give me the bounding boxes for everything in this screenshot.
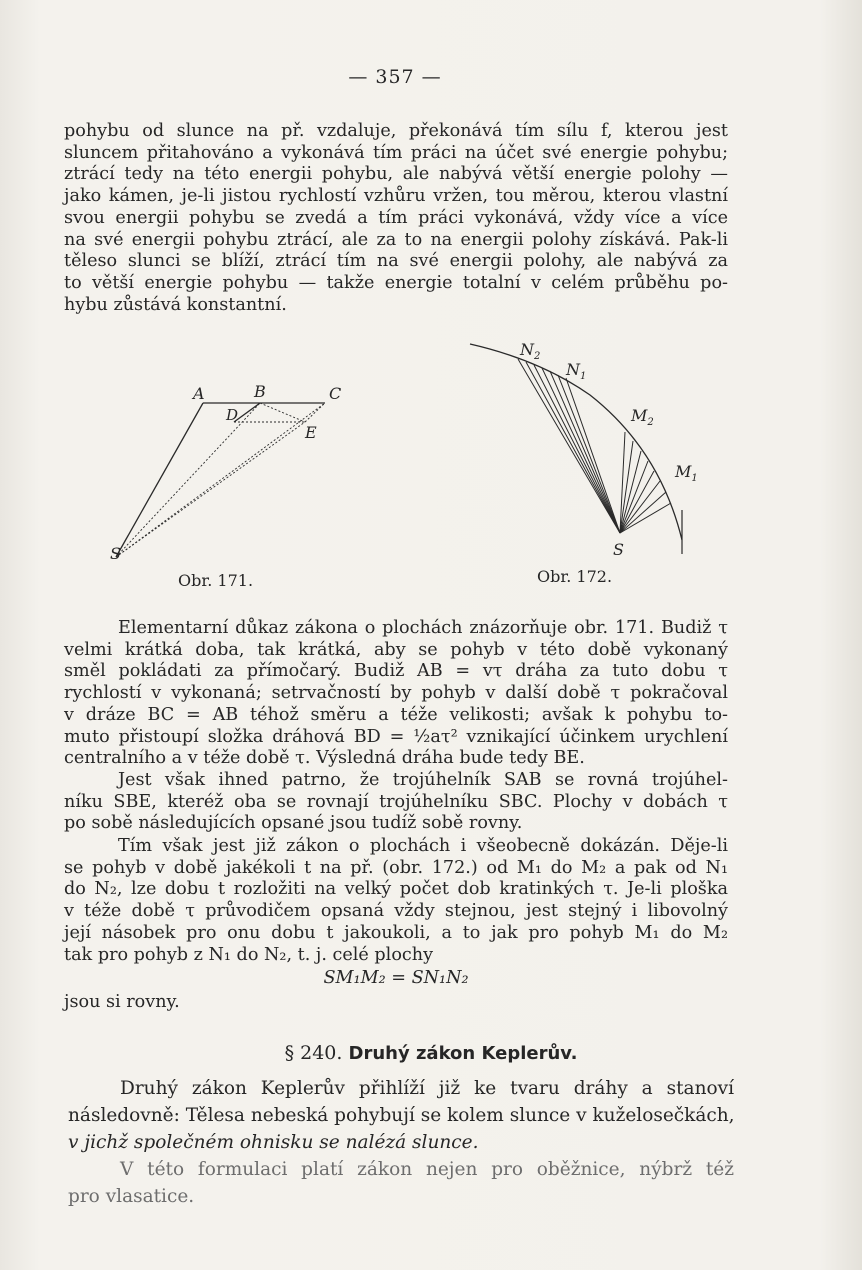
text-line: v jichž společném ohnisku se nalézá slunce. <box>68 1132 479 1153</box>
figure-172 <box>470 340 700 565</box>
equation: SM₁M₂ = SN₁N₂ <box>323 968 469 989</box>
section-number: § 240. <box>284 1042 343 1064</box>
text-line: její násobek pro onu dobu t jakoukoli, a to jak pro pohyb M₁ do M₂ <box>64 922 728 943</box>
text-line: v téže době τ průvodičem opsaná vždy stejnou, jest stejný i libovolný <box>64 901 728 922</box>
fig172-label-n1: $N_1$ <box>566 360 587 382</box>
paragraph-general-proof <box>64 836 728 1014</box>
fig171-label-c: C <box>329 384 342 403</box>
text-line: to větší energie pohybu — takže energie totalní v celém průběhu po- <box>64 272 728 293</box>
text-line: centralního a v téže době τ. Výsledná dráha bude tedy BE. <box>64 748 585 769</box>
paragraph-elementary-proof <box>64 618 728 770</box>
paragraph-kepler-law <box>68 1075 734 1156</box>
text-line: V této formulaci platí zákon nejen pro oběžnice, nýbrž též <box>120 1159 734 1180</box>
text-line: těleso slunci se blíží, ztrácí tím na své energii polohy, ale nabývá za <box>64 251 728 272</box>
text-line: Jest však ihned patrno, že trojúhelník SAB se rovná trojúhel- <box>118 770 728 790</box>
paragraph-energy <box>64 121 728 316</box>
text-line: rychlostí v vykonaná; setrvačností by pohyb v další době τ pokračoval <box>64 683 728 704</box>
text-line: Elementarní důkaz zákona o plochách znázorňuje obr. 171. Budiž τ <box>118 618 728 638</box>
fig171-label-a: A <box>193 384 205 403</box>
text-line: po sobě následujících opsané jsou tudíž sobě rovny. <box>64 813 523 834</box>
paragraph-comets <box>68 1156 734 1210</box>
text-line: ztrácí tedy na této energii pohybu, ale nabývá větší energie polohy — <box>64 164 728 185</box>
text-line: směl pokládati za přímočarý. Budiž AB = vτ dráha za tuto dobu τ <box>64 661 728 682</box>
text-line: pro vlasatice. <box>68 1186 195 1207</box>
text-line: tak pro pohyb z N₁ do N₂, t. j. celé plochy <box>64 944 434 965</box>
fig172-label-n2: $N_2$ <box>520 340 541 362</box>
figure-171 <box>100 375 350 575</box>
text-line: sluncem přitahováno a vykonává tím práci na účet své energie pohybu; <box>64 142 728 163</box>
paragraph-triangles <box>64 770 728 835</box>
text-line: muto přistoupí složka dráhová BD = ½aτ² vznikající účinkem urychlení <box>64 726 728 747</box>
fig171-label-s: S <box>110 544 121 563</box>
fig172-label-m2: $M_2$ <box>631 406 654 428</box>
text-line: v dráze BC = AB téhož směru a téže velikosti; avšak k pohybu to- <box>64 704 728 725</box>
text-line: jsou si rovny. <box>64 991 180 1012</box>
text-line: svou energii pohybu se zvedá a tím práci vykonává, vždy více a více <box>64 207 728 228</box>
text-line: následovně: Tělesa nebeská pohybují se kolem slunce v kuželosečkách, <box>68 1105 735 1126</box>
fig171-caption: Obr. 171. <box>178 571 254 590</box>
text-line: pohybu od slunce na př. vzdaluje, překonává tím sílu f, kterou jest <box>64 121 728 141</box>
text-line: se pohyb v době jakékoli t na př. (obr. 172.) od M₁ do M₂ a pak od N₁ <box>64 857 728 878</box>
text-line: velmi krátká doba, tak krátká, aby se pohyb v této době vykonaný <box>64 639 728 660</box>
fig172-label-s: S <box>613 540 624 559</box>
fig171-label-d: D <box>226 406 239 424</box>
fig172-label-m1: $M_1$ <box>675 462 698 484</box>
fig171-label-e: E <box>305 423 317 442</box>
section-title: Druhý zákon Keplerův. <box>348 1043 578 1064</box>
text-line: Druhý zákon Keplerův přihlíží již ke tvaru dráhy a stanoví <box>120 1078 734 1099</box>
fig171-label-b: B <box>254 382 266 401</box>
text-line: jako kámen, je-li jistou rychlostí vzhůru vržen, tou měrou, kterou vlastní <box>64 186 728 207</box>
text-line: do N₂, lze dobu t rozložiti na velký počet dob kratinkých τ. Je-li ploška <box>64 879 728 900</box>
section-heading <box>0 1042 862 1064</box>
text-line: na své energii pohybu ztrácí, ale za to na energii polohy získává. Pak-li <box>64 229 728 250</box>
text-line: Tím však jest již zákon o plochách i všeobecně dokázán. Děje-li <box>118 836 728 856</box>
fig172-caption: Obr. 172. <box>537 567 613 586</box>
text-line: hybu zůstává konstantní. <box>64 294 287 315</box>
page-number: — 357 — <box>348 66 442 88</box>
text-line: níku SBE, kteréž oba se rovnají trojúhelníku SBC. Plochy v dobách τ <box>64 791 728 812</box>
